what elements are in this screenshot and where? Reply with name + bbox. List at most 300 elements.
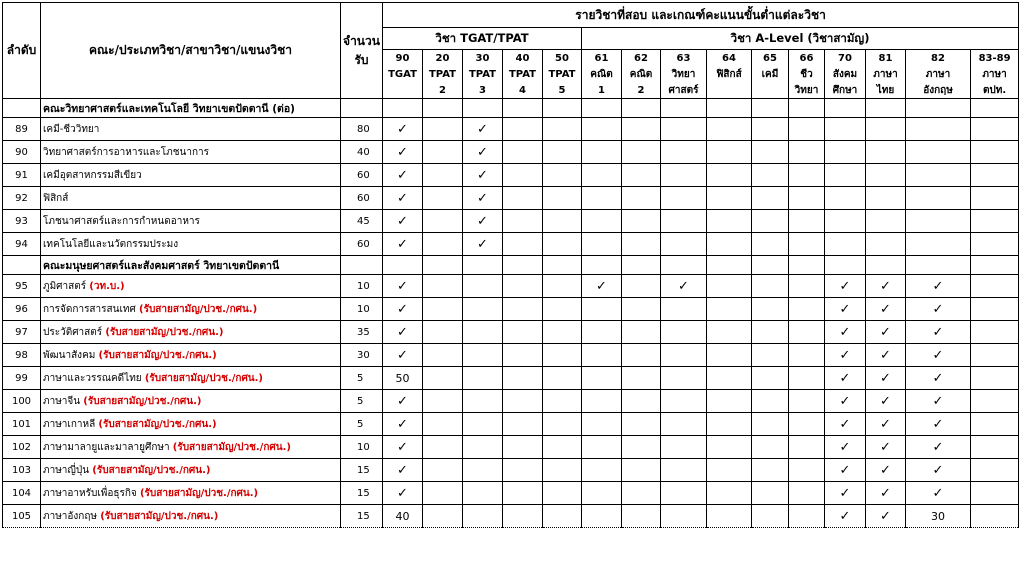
empty-criteria-cell <box>423 321 463 344</box>
empty-criteria-cell <box>423 233 463 256</box>
program-name-cell <box>41 459 341 482</box>
check-icon: ✓ <box>383 344 423 367</box>
empty-criteria-cell <box>463 390 503 413</box>
empty-criteria-cell <box>707 321 752 344</box>
empty-criteria-cell <box>622 321 661 344</box>
table-row <box>3 482 1019 505</box>
check-icon: ✓ <box>383 482 423 505</box>
empty-criteria-cell <box>752 298 789 321</box>
faculty-empty-cell <box>503 99 543 118</box>
subject-code-header: 81 <box>866 50 906 67</box>
empty-criteria-cell <box>463 413 503 436</box>
faculty-empty-cell <box>503 256 543 275</box>
seats-value: 10 <box>341 275 383 298</box>
order-number: 97 <box>3 321 41 344</box>
check-icon: ✓ <box>906 367 971 390</box>
check-icon: ✓ <box>463 164 503 187</box>
program-name-cell <box>41 367 341 390</box>
order-number: 96 <box>3 298 41 321</box>
empty-criteria-cell <box>971 321 1019 344</box>
faculty-empty-cell <box>622 256 661 275</box>
empty-criteria-cell <box>423 298 463 321</box>
check-icon: ✓ <box>906 413 971 436</box>
empty-criteria-cell <box>971 344 1019 367</box>
subject-l1-header: TPAT <box>463 66 503 82</box>
subject-code-header: 66 <box>789 50 825 67</box>
subject-l1-header: ภาษา <box>866 66 906 82</box>
empty-criteria-cell <box>582 505 622 528</box>
empty-criteria-cell <box>622 210 661 233</box>
program-name: การจัดการสารสนเทศ <box>43 303 140 315</box>
program-note: (รับสายสามัญ/ปวช./กศน.) <box>92 464 211 476</box>
empty-criteria-cell <box>622 390 661 413</box>
order-number: 100 <box>3 390 41 413</box>
empty-criteria-cell <box>503 298 543 321</box>
subject-l2-header <box>383 82 423 99</box>
faculty-empty-cell <box>463 256 503 275</box>
empty-criteria-cell <box>866 118 906 141</box>
empty-criteria-cell <box>582 390 622 413</box>
subject-code-header: 50 <box>543 50 582 67</box>
program-name-cell <box>41 344 341 367</box>
empty-criteria-cell <box>622 344 661 367</box>
faculty-order-cell <box>3 99 41 118</box>
program-name-cell <box>41 118 341 141</box>
check-icon: ✓ <box>383 141 423 164</box>
table-row <box>3 459 1019 482</box>
check-icon: ✓ <box>383 233 423 256</box>
empty-criteria-cell <box>622 141 661 164</box>
faculty-empty-cell <box>707 256 752 275</box>
empty-criteria-cell <box>661 390 707 413</box>
empty-criteria-cell <box>971 367 1019 390</box>
program-name: ประวัติศาสตร์ <box>43 326 106 338</box>
check-icon: ✓ <box>825 367 866 390</box>
empty-criteria-cell <box>866 233 906 256</box>
subject-l1-header: วิทยา <box>661 66 707 82</box>
empty-criteria-cell <box>423 390 463 413</box>
empty-criteria-cell <box>582 321 622 344</box>
subject-l2-header: 2 <box>622 82 661 99</box>
table-row <box>3 505 1019 528</box>
empty-criteria-cell <box>622 459 661 482</box>
subject-code-header: 20 <box>423 50 463 67</box>
subject-l1-header: TGAT <box>383 66 423 82</box>
empty-criteria-cell <box>971 413 1019 436</box>
empty-criteria-cell <box>707 390 752 413</box>
empty-criteria-cell <box>503 413 543 436</box>
order-number: 98 <box>3 344 41 367</box>
empty-criteria-cell <box>866 164 906 187</box>
empty-criteria-cell <box>825 233 866 256</box>
empty-criteria-cell <box>707 275 752 298</box>
subject-l2-header: ศาสตร์ <box>661 82 707 99</box>
empty-criteria-cell <box>661 344 707 367</box>
empty-criteria-cell <box>971 187 1019 210</box>
empty-criteria-cell <box>543 413 582 436</box>
empty-criteria-cell <box>622 505 661 528</box>
seats-value: 60 <box>341 233 383 256</box>
subject-code-header: 30 <box>463 50 503 67</box>
subject-l1-header: TPAT <box>423 66 463 82</box>
faculty-empty-cell <box>866 99 906 118</box>
empty-criteria-cell <box>707 118 752 141</box>
table-row <box>3 187 1019 210</box>
empty-criteria-cell <box>661 436 707 459</box>
check-icon: ✓ <box>866 436 906 459</box>
empty-criteria-cell <box>789 367 825 390</box>
order-number: 104 <box>3 482 41 505</box>
table-row <box>3 118 1019 141</box>
empty-criteria-cell <box>752 141 789 164</box>
check-icon: ✓ <box>383 459 423 482</box>
empty-criteria-cell <box>707 187 752 210</box>
empty-criteria-cell <box>503 344 543 367</box>
empty-criteria-cell <box>423 210 463 233</box>
check-icon: ✓ <box>866 321 906 344</box>
empty-criteria-cell <box>661 141 707 164</box>
faculty-empty-cell <box>543 99 582 118</box>
check-icon: ✓ <box>866 459 906 482</box>
empty-criteria-cell <box>543 210 582 233</box>
order-number: 105 <box>3 505 41 528</box>
empty-criteria-cell <box>707 436 752 459</box>
empty-criteria-cell <box>423 164 463 187</box>
empty-criteria-cell <box>752 118 789 141</box>
check-icon: ✓ <box>825 344 866 367</box>
empty-criteria-cell <box>789 344 825 367</box>
table-row <box>3 413 1019 436</box>
empty-criteria-cell <box>622 233 661 256</box>
empty-criteria-cell <box>622 482 661 505</box>
check-icon: ✓ <box>383 187 423 210</box>
empty-criteria-cell <box>463 344 503 367</box>
seats-header-line2: รับ <box>354 52 369 67</box>
empty-criteria-cell <box>661 482 707 505</box>
check-icon: ✓ <box>383 210 423 233</box>
empty-criteria-cell <box>543 321 582 344</box>
empty-criteria-cell <box>423 344 463 367</box>
empty-criteria-cell <box>825 164 866 187</box>
empty-criteria-cell <box>789 118 825 141</box>
program-note: (รับสายสามัญ/ปวช./กศน.) <box>98 349 217 361</box>
empty-criteria-cell <box>789 321 825 344</box>
empty-criteria-cell <box>825 210 866 233</box>
empty-criteria-cell <box>789 233 825 256</box>
empty-criteria-cell <box>582 459 622 482</box>
empty-criteria-cell <box>971 118 1019 141</box>
empty-criteria-cell <box>752 164 789 187</box>
program-name: ภาษาญี่ปุ่น <box>43 464 93 476</box>
program-name: ฟิสิกส์ <box>43 192 69 204</box>
check-icon: ✓ <box>825 482 866 505</box>
empty-criteria-cell <box>752 459 789 482</box>
empty-criteria-cell <box>463 436 503 459</box>
empty-criteria-cell <box>825 118 866 141</box>
program-note: (รับสายสามัญ/ปวช./กศน.) <box>105 326 224 338</box>
empty-criteria-cell <box>622 118 661 141</box>
program-name-cell <box>41 390 341 413</box>
empty-criteria-cell <box>503 482 543 505</box>
faculty-empty-cell <box>906 99 971 118</box>
empty-criteria-cell <box>543 141 582 164</box>
empty-criteria-cell <box>582 344 622 367</box>
program-name-cell <box>41 233 341 256</box>
min-score-value: 50 <box>383 367 423 390</box>
empty-criteria-cell <box>789 210 825 233</box>
empty-criteria-cell <box>543 390 582 413</box>
order-number: 103 <box>3 459 41 482</box>
empty-criteria-cell <box>906 233 971 256</box>
faculty-empty-cell <box>582 99 622 118</box>
empty-criteria-cell <box>582 367 622 390</box>
empty-criteria-cell <box>661 118 707 141</box>
empty-criteria-cell <box>971 390 1019 413</box>
program-name: ภาษามาลายูและมาลายูศึกษา <box>43 441 173 453</box>
seats-header-line1: จำนวน <box>343 33 380 48</box>
check-icon: ✓ <box>661 275 707 298</box>
empty-criteria-cell <box>789 275 825 298</box>
empty-criteria-cell <box>661 210 707 233</box>
empty-criteria-cell <box>971 459 1019 482</box>
subject-l1-header: คณิต <box>622 66 661 82</box>
empty-criteria-cell <box>971 298 1019 321</box>
empty-criteria-cell <box>543 459 582 482</box>
faculty-empty-cell <box>383 256 423 275</box>
empty-criteria-cell <box>971 210 1019 233</box>
empty-criteria-cell <box>661 233 707 256</box>
empty-criteria-cell <box>582 118 622 141</box>
check-icon: ✓ <box>383 275 423 298</box>
empty-criteria-cell <box>503 321 543 344</box>
empty-criteria-cell <box>423 436 463 459</box>
subject-code-header: 65 <box>752 50 789 67</box>
faculty-empty-cell <box>582 256 622 275</box>
program-note: (รับสายสามัญ/ปวช./กศน.) <box>172 441 291 453</box>
empty-criteria-cell <box>661 413 707 436</box>
empty-criteria-cell <box>866 141 906 164</box>
faculty-empty-cell <box>752 99 789 118</box>
empty-criteria-cell <box>463 482 503 505</box>
empty-criteria-cell <box>543 187 582 210</box>
order-number: 95 <box>3 275 41 298</box>
empty-criteria-cell <box>543 436 582 459</box>
subject-l1-header: ชีว <box>789 66 825 82</box>
empty-criteria-cell <box>582 298 622 321</box>
empty-criteria-cell <box>423 367 463 390</box>
check-icon: ✓ <box>383 118 423 141</box>
subject-l2-header: 1 <box>582 82 622 99</box>
empty-criteria-cell <box>752 413 789 436</box>
subject-code-header: 61 <box>582 50 622 67</box>
check-icon: ✓ <box>906 482 971 505</box>
subject-l2-header: 3 <box>463 82 503 99</box>
check-icon: ✓ <box>825 505 866 528</box>
program-name: พัฒนาสังคม <box>43 349 99 361</box>
program-name: ภาษาอาหรับเพื่อธุรกิจ <box>43 487 140 499</box>
empty-criteria-cell <box>503 210 543 233</box>
faculty-empty-cell <box>423 99 463 118</box>
empty-criteria-cell <box>503 505 543 528</box>
program-name: เคมี-ชีววิทยา <box>43 123 100 135</box>
check-icon: ✓ <box>866 505 906 528</box>
empty-criteria-cell <box>503 275 543 298</box>
seats-value: 30 <box>341 344 383 367</box>
empty-criteria-cell <box>503 141 543 164</box>
subject-l2-header: 2 <box>423 82 463 99</box>
empty-criteria-cell <box>866 210 906 233</box>
subject-l1-header: TPAT <box>503 66 543 82</box>
check-icon: ✓ <box>383 164 423 187</box>
check-icon: ✓ <box>866 344 906 367</box>
program-name-cell <box>41 298 341 321</box>
program-name-cell <box>41 413 341 436</box>
empty-criteria-cell <box>707 344 752 367</box>
empty-criteria-cell <box>463 298 503 321</box>
table-row <box>3 275 1019 298</box>
check-icon: ✓ <box>866 390 906 413</box>
seats-value: 45 <box>341 210 383 233</box>
subject-l1-header: คณิต <box>582 66 622 82</box>
subject-l2-header: อังกฤษ <box>906 82 971 99</box>
empty-criteria-cell <box>971 233 1019 256</box>
empty-criteria-cell <box>582 482 622 505</box>
faculty-empty-cell <box>752 256 789 275</box>
check-icon: ✓ <box>463 187 503 210</box>
empty-criteria-cell <box>789 390 825 413</box>
empty-criteria-cell <box>622 413 661 436</box>
empty-criteria-cell <box>661 367 707 390</box>
program-name-cell <box>41 210 341 233</box>
subject-l2-header <box>707 82 752 99</box>
empty-criteria-cell <box>423 187 463 210</box>
subject-code-header: 40 <box>503 50 543 67</box>
check-icon: ✓ <box>463 210 503 233</box>
program-name: ภาษาอังกฤษ <box>43 510 101 522</box>
faculty-empty-cell <box>906 256 971 275</box>
empty-criteria-cell <box>866 187 906 210</box>
program-name: เทคโนโลยีและนวัตกรรมประมง <box>43 238 179 250</box>
table-row <box>3 210 1019 233</box>
check-icon: ✓ <box>825 321 866 344</box>
subject-l1-header: ภาษา <box>906 66 971 82</box>
empty-criteria-cell <box>622 275 661 298</box>
empty-criteria-cell <box>752 505 789 528</box>
faculty-row <box>3 99 1019 118</box>
order-number: 101 <box>3 413 41 436</box>
empty-criteria-cell <box>752 321 789 344</box>
empty-criteria-cell <box>543 164 582 187</box>
empty-criteria-cell <box>463 459 503 482</box>
empty-criteria-cell <box>752 436 789 459</box>
empty-criteria-cell <box>971 141 1019 164</box>
check-icon: ✓ <box>383 321 423 344</box>
seats-value: 80 <box>341 118 383 141</box>
empty-criteria-cell <box>789 141 825 164</box>
check-icon: ✓ <box>383 436 423 459</box>
empty-criteria-cell <box>622 187 661 210</box>
empty-criteria-cell <box>707 367 752 390</box>
empty-criteria-cell <box>789 187 825 210</box>
check-icon: ✓ <box>906 298 971 321</box>
subject-l2-header: 5 <box>543 82 582 99</box>
empty-criteria-cell <box>971 436 1019 459</box>
seats-value: 5 <box>341 367 383 390</box>
faculty-name: คณะมนุษยศาสตร์และสังคมศาสตร์ วิทยาเขตปัตตานี <box>41 256 341 275</box>
check-icon: ✓ <box>463 118 503 141</box>
program-note: (รับสายสามัญ/ปวช./กศน.) <box>144 372 264 384</box>
seats-value: 5 <box>341 390 383 413</box>
check-icon: ✓ <box>906 459 971 482</box>
empty-criteria-cell <box>661 459 707 482</box>
empty-criteria-cell <box>582 413 622 436</box>
faculty-empty-cell <box>463 99 503 118</box>
empty-criteria-cell <box>906 187 971 210</box>
subject-l1-header: ฟิสิกส์ <box>707 66 752 82</box>
faculty-order-cell <box>3 256 41 275</box>
empty-criteria-cell <box>752 187 789 210</box>
subject-code-header: 62 <box>622 50 661 67</box>
empty-criteria-cell <box>707 482 752 505</box>
empty-criteria-cell <box>752 210 789 233</box>
empty-criteria-cell <box>543 298 582 321</box>
subject-code-header: 70 <box>825 50 866 67</box>
empty-criteria-cell <box>789 459 825 482</box>
seats-value: 15 <box>341 505 383 528</box>
tgat-tpat-group-header: วิชา TGAT/TPAT <box>383 28 582 50</box>
subject-code-header: 63 <box>661 50 707 67</box>
empty-criteria-cell <box>789 436 825 459</box>
program-name: เคมีอุตสาหกรรมสีเขียว <box>43 169 142 181</box>
check-icon: ✓ <box>383 390 423 413</box>
empty-criteria-cell <box>789 482 825 505</box>
empty-criteria-cell <box>825 141 866 164</box>
table-row <box>3 164 1019 187</box>
empty-criteria-cell <box>661 187 707 210</box>
check-icon: ✓ <box>825 390 866 413</box>
empty-criteria-cell <box>423 413 463 436</box>
empty-criteria-cell <box>543 505 582 528</box>
empty-criteria-cell <box>582 210 622 233</box>
min-score-value: 40 <box>383 505 423 528</box>
order-number: 89 <box>3 118 41 141</box>
faculty-empty-cell <box>423 256 463 275</box>
subject-code-header: 64 <box>707 50 752 67</box>
empty-criteria-cell <box>543 482 582 505</box>
admission-criteria-table <box>2 2 1019 528</box>
empty-criteria-cell <box>752 233 789 256</box>
program-name-cell <box>41 187 341 210</box>
empty-criteria-cell <box>463 367 503 390</box>
empty-criteria-cell <box>582 187 622 210</box>
table-body <box>3 99 1019 528</box>
program-name-cell <box>41 164 341 187</box>
empty-criteria-cell <box>752 344 789 367</box>
subject-code-header: 82 <box>906 50 971 67</box>
program-name-cell <box>41 275 341 298</box>
program-name: โภชนาศาสตร์และการกำหนดอาหาร <box>43 215 200 227</box>
program-note: (รับสายสามัญ/ปวช./กศน.) <box>98 418 217 430</box>
check-icon: ✓ <box>463 233 503 256</box>
empty-criteria-cell <box>543 233 582 256</box>
faculty-empty-cell <box>825 256 866 275</box>
empty-criteria-cell <box>582 436 622 459</box>
program-name: ภาษาจีน <box>43 395 84 407</box>
empty-criteria-cell <box>503 436 543 459</box>
program-note: (รับสายสามัญ/ปวช./กศน.) <box>83 395 202 407</box>
faculty-empty-cell <box>341 99 383 118</box>
empty-criteria-cell <box>707 233 752 256</box>
